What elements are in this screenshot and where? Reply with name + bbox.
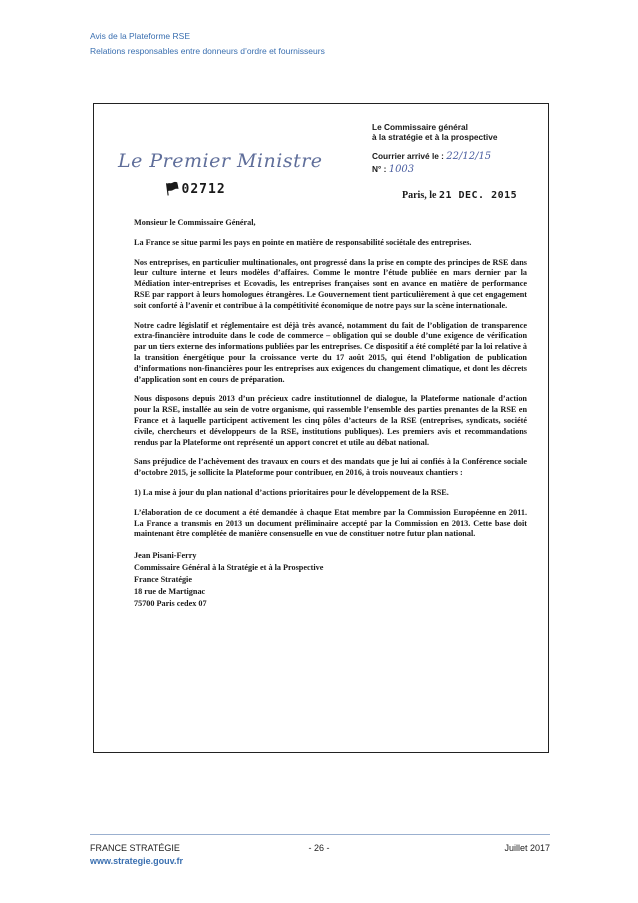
received-label: Courrier arrivé le : — [372, 151, 444, 161]
recipient-line: France Stratégie — [134, 575, 192, 585]
place-date-label: Paris, le — [402, 190, 437, 201]
footer-url[interactable]: www.strategie.gouv.fr — [90, 856, 184, 866]
paragraph: Nous disposons depuis 2013 d’un précieux cadre institutionnel de dialogue, la Plateforme nationale d’action pour la RSE, installée au sein de votre organisme, qui rassemble l’ensemble des parties prenantes de la RSE en France et à laquelle participent activement les cinq pôles d’acteurs de la RSE (entreprises, syndicats, société civile, chercheurs et développeurs de la RSE, institutions publiques). Les premiers avis et recommandations rendus par la Plateforme ont représenté un apport concret et utile au débat national. — [134, 394, 527, 447]
salutation: Monsieur le Commissaire Général, — [134, 218, 256, 227]
recipient-line: Jean Pisani-Ferry — [134, 551, 197, 561]
reception-stamp — [372, 122, 502, 142]
footer-page-number: - 26 - — [308, 843, 330, 853]
scanned-letter — [93, 103, 549, 753]
paragraph: 1) La mise à jour du plan national d’actions prioritaires pour le développement de la RSE. — [134, 487, 449, 497]
paragraph: Nos entreprises, en particulier multinationales, ont progressé dans la prise en compte des principes de RSE dans leur culture interne et leurs modèles d’affaires. Comme le montre l’étude publiée en mars dernier par la Médiation inter-entreprises et Ecovadis, les entreprises françaises sont en avance en matière de performance RSE par rapport à leurs homologues étrangères. Le Gouvernement tient particulièrement à que cet engagement soit conforté à l’avenir et contribue à la compétitivité économique de notre pays sur la scène internationale. — [134, 257, 527, 310]
place-date — [402, 190, 517, 201]
place-date-value: 21 DEC. 2015 — [438, 190, 518, 201]
recipient-line: 75700 Paris cedex 07 — [134, 599, 207, 609]
paragraph: La France se situe parmi les pays en pointe en matière de responsabilité sociétale des entreprises. — [134, 237, 472, 247]
footer-date: Juillet 2017 — [504, 843, 550, 853]
received-block — [372, 150, 491, 176]
footer-divider — [90, 834, 550, 835]
reference-number: 🏴︎02712 — [164, 182, 226, 197]
letter-body — [134, 218, 527, 610]
letterhead: Le Premier Ministre — [118, 150, 323, 172]
paragraph: L’élaboration de ce document a été demandée à chaque Etat membre par la Commission Européenne en 2011. La France a transmis en 2013 un document préliminaire accepté par la Commission en 2013. Cette base doit maintenant être complétée de manière consensuelle en vue de constituer notre futur plan national. — [134, 507, 527, 539]
footer-org: FRANCE STRATÉGIE — [90, 843, 180, 853]
reference-value: 02712 — [181, 182, 226, 197]
stamp-line-2: à la stratégie et à la prospective — [372, 132, 498, 142]
stamp-line-1: Le Commissaire général — [372, 122, 468, 132]
received-number: 1003 — [388, 164, 415, 175]
header-subtitle: Relations responsables entre donneurs d’ordre et fournisseurs — [90, 46, 325, 56]
paragraph: Notre cadre législatif et réglementaire est déjà très avancé, notamment du fait de l’obligation de transparence extra-financière introduite dans le code de commerce – obligation qui se double d’une exigence de vérification par un tiers externe des informations publiées par les entreprises. Ce dispositif a été complété par la loi relative à la transition énergétique pour la croissance verte du 17 août 2015, qui étend l’obligation de publication d’informations non-financières pour les entreprises aux exigences du changement climatique, et dont les décrets d’application sont en cours de préparation. — [134, 320, 527, 384]
received-date: 22/12/15 — [446, 151, 492, 162]
recipient-line: Commissaire Général à la Stratégie et à la Prospective — [134, 563, 324, 573]
number-label: N° : — [372, 164, 387, 174]
recipient-address — [134, 550, 527, 610]
recipient-line: 18 rue de Martignac — [134, 587, 206, 597]
paragraph: Sans préjudice de l’achèvement des travaux en cours et des mandats que je lui ai confiés à la Conférence sociale d’octobre 2015, je sollicite la Plateforme pour contribuer, en 2016, à trois nouveaux chantiers : — [134, 457, 527, 478]
header-title: Avis de la Plateforme RSE — [90, 31, 190, 41]
